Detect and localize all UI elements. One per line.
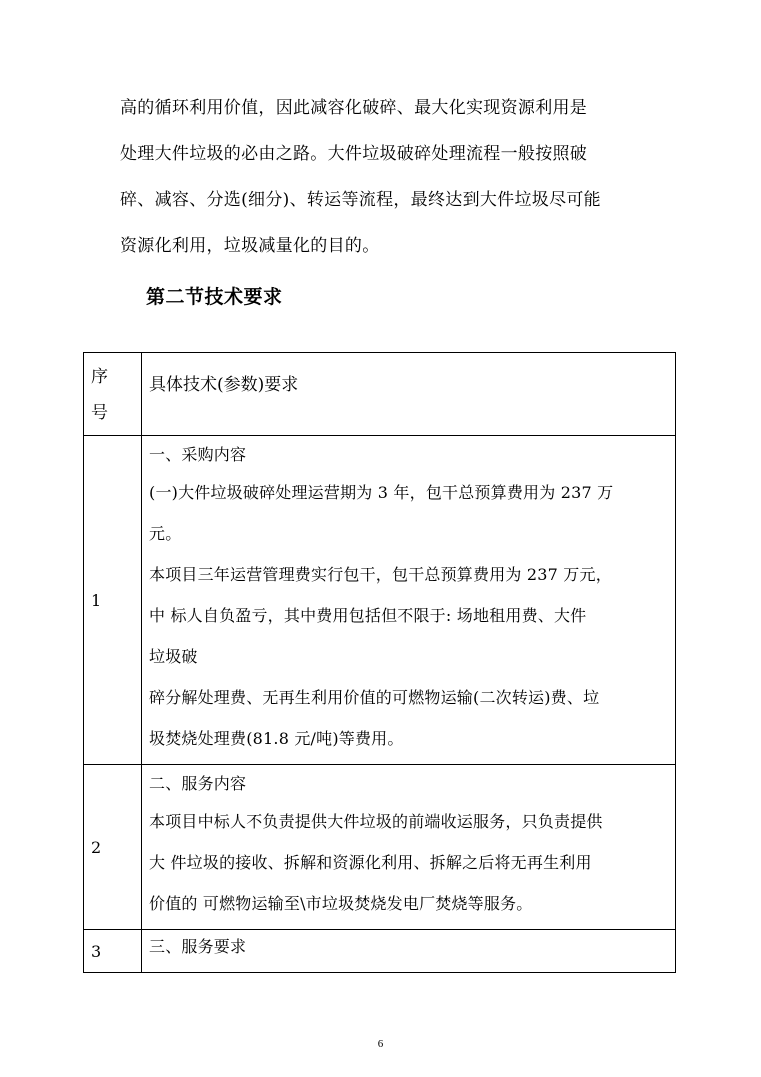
requirement-line: 中 标人自负盈亏，其中费用包括但不限于: 场地租用费、大件 [149, 606, 587, 625]
table-header-row [84, 353, 676, 436]
row-requirement-cell [142, 436, 676, 765]
header-number-label-1: 序 [91, 367, 108, 387]
requirement-line: 元。 [149, 524, 182, 543]
section-title: 第二节技术要求 [146, 286, 283, 308]
requirement-line: 圾焚烧处理费(81.8 元/吨)等费用。 [149, 729, 404, 748]
header-number-cell [84, 353, 142, 436]
row-requirement-cell [142, 765, 676, 930]
requirement-line: 本项目三年运营管理费实行包干，包干总预算费用为 237 万元， [149, 565, 612, 584]
requirement-line: 碎分解处理费、无再生利用价值的可燃物运输(二次转运)费、垃 [149, 688, 600, 707]
table-row [84, 436, 676, 765]
header-number-label-2: 号 [91, 403, 108, 423]
row-number-cell: 3 [84, 930, 142, 973]
row-number-cell: 1 [84, 436, 142, 765]
intro-paragraph [120, 94, 680, 278]
technical-requirements-table [83, 352, 676, 973]
page-number: 6 [377, 1038, 384, 1050]
requirement-line: 价值的 可燃物运输至\市垃圾焚烧发电厂焚烧等服务。 [149, 894, 533, 913]
requirement-line: 大 件垃圾的接收、拆解和资源化利用、拆解之后将无再生利用 [149, 853, 592, 872]
header-requirement-label: 具体技术(参数)要求 [149, 375, 299, 395]
intro-line: 碎、减容、分选(细分)、转运等流程，最终达到大件垃圾尽可能 [120, 190, 601, 210]
requirement-line: 一、采购内容 [149, 445, 247, 464]
requirement-line: 本项目中标人不负责提供大件垃圾的前端收运服务，只负责提供 [149, 812, 603, 831]
intro-line: 资源化利用，垃圾减量化的目的。 [120, 236, 380, 256]
table-row [84, 765, 676, 930]
requirement-line: 二、服务内容 [149, 774, 247, 793]
intro-line: 高的循环利用价值，因此减容化破碎、最大化实现资源利用是 [120, 98, 588, 118]
requirement-line: 三、服务要求 [149, 937, 247, 956]
row-number-cell: 2 [84, 765, 142, 930]
table-row [84, 930, 676, 973]
requirement-line: (一)大件垃圾破碎处理运营期为 3 年，包干总预算费用为 237 万 [149, 483, 614, 502]
requirement-line: 垃圾破 [149, 647, 198, 666]
intro-line: 处理大件垃圾的必由之路。大件垃圾破碎处理流程一般按照破 [120, 144, 588, 164]
row-requirement-cell [142, 930, 676, 973]
header-requirement-cell [142, 353, 676, 436]
